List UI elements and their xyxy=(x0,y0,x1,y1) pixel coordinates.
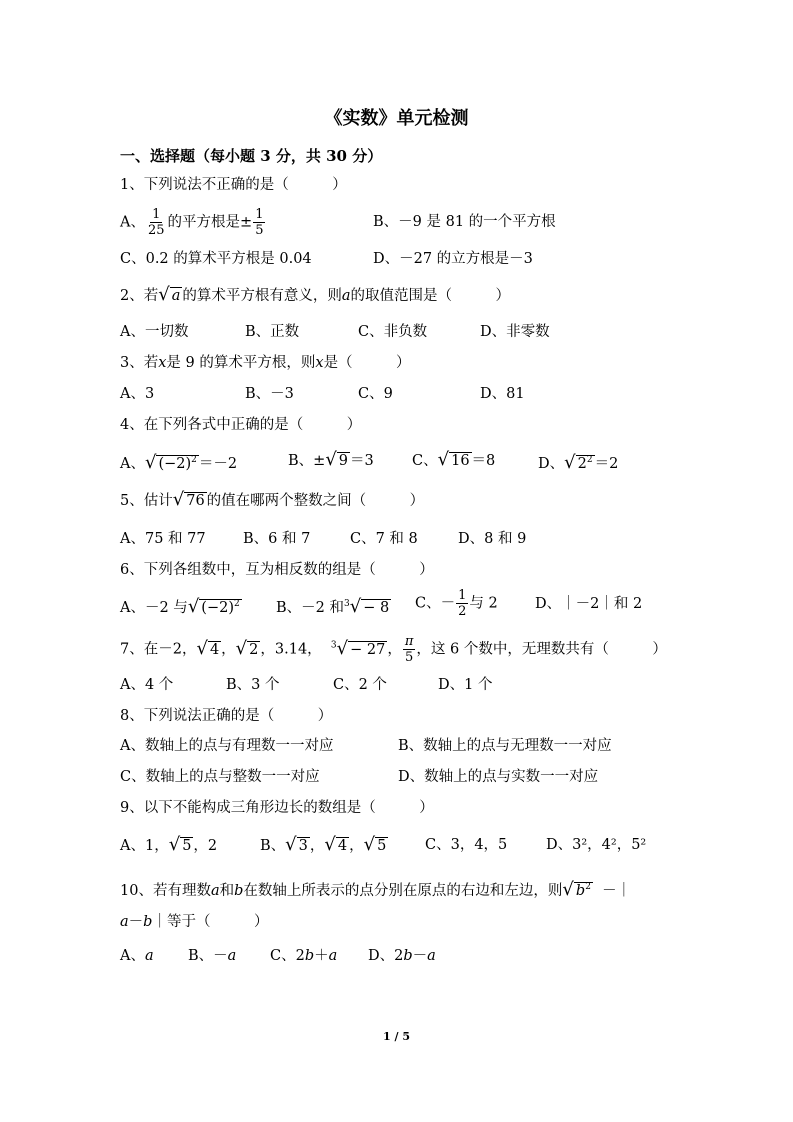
question-7-option-b: B、3 个 xyxy=(226,677,280,693)
question-8-option-a: A、数轴上的点与有理数一一对应 xyxy=(120,738,334,754)
square-root: √ 4 xyxy=(324,834,348,855)
question-5-option-d: D、8 和 9 xyxy=(458,531,527,547)
question-6-option-c: C、－ $\frac{1}{2}$ 与 2 xyxy=(415,588,498,619)
fraction: $\frac{1}{25}$ xyxy=(147,207,165,238)
question-7-option-d: D、1 个 xyxy=(438,677,493,693)
question-6-option-a: A、－2 与√ $(-2)^2$ xyxy=(120,595,240,617)
fraction: $\frac{1}{2}$ xyxy=(458,588,467,619)
question-6-stem: 6、下列各组数中，互为相反数的组是（ ） xyxy=(120,562,434,578)
question-1-option-a: A、 $\frac{1}{25}$ 的平方根是± $\frac{1}{5}$ xyxy=(120,207,264,238)
question-6-option-b: B、－2 和$^3$√ − 8 xyxy=(276,595,390,617)
question-4-stem: 4、在下列各式中正确的是（ ） xyxy=(120,417,362,433)
question-7-stem: 7、在－2，√ 4 ，√ 2 ，3.14， $^3$√ − 27 ， $\frac{\pi}{5}$ ，这 6 个数中，无理数共有（ ） xyxy=(120,634,667,665)
question-10-stem-continued: a－b｜等于（ ） xyxy=(120,914,269,930)
question-1-stem: 1、下列说法不正确的是（ ） xyxy=(120,177,347,193)
question-7-option-a: A、4 个 xyxy=(120,677,174,693)
question-3-option-a: A、3 xyxy=(120,386,155,402)
square-root: √ 3 xyxy=(285,834,308,855)
question-10-option-c: C、2b＋a xyxy=(270,948,338,964)
question-2-option-d: D、非零数 xyxy=(480,324,550,340)
square-root: √ $b^2$ xyxy=(562,878,591,900)
fraction: $\frac{\pi}{5}$ xyxy=(404,634,414,665)
question-8-option-b: B、数轴上的点与无理数一一对应 xyxy=(398,738,612,754)
question-8-option-c: C、数轴上的点与整数一一对应 xyxy=(120,769,320,785)
question-3-stem: 3、若x是 9 的算术平方根，则x是（ ） xyxy=(120,355,411,371)
section-heading: 一、选择题（每小题 3 分，共 30 分） xyxy=(120,147,383,165)
question-9-stem: 9、以下不能构成三角形边长的数组是（ ） xyxy=(120,800,434,816)
page-title: 《实数》单元检测 xyxy=(324,108,469,129)
question-3-option-b: B、－3 xyxy=(245,386,294,402)
question-6-option-d: D、｜－2｜和 2 xyxy=(535,596,643,612)
square-root: √ $(-2)^2$ xyxy=(187,595,240,617)
question-1-option-b: B、－9 是 81 的一个平方根 xyxy=(373,214,556,230)
cube-root: √ − 27 xyxy=(336,637,386,659)
question-9-option-c: C、3，4，5 xyxy=(425,837,508,853)
square-root: √ 2 xyxy=(235,637,259,659)
square-root: √ 5 xyxy=(168,834,192,855)
question-4-option-c: C、√ 16 ＝8 xyxy=(412,449,496,470)
question-4-option-a: A、√ $(-2)^2 =-2$ xyxy=(120,451,238,473)
question-3-option-c: C、9 xyxy=(358,386,393,402)
question-10-option-a: A、a xyxy=(120,948,154,964)
question-3-option-d: D、81 xyxy=(480,386,525,402)
page-number: 1 / 5 xyxy=(383,1030,410,1043)
cube-root: √ − 8 xyxy=(349,595,390,617)
question-4-option-d: D、√ $2^2 =2$ xyxy=(538,451,619,473)
question-8-stem: 8、下列说法正确的是（ ） xyxy=(120,708,333,724)
question-9-option-a: A、1，√ 5 ，2 xyxy=(120,834,218,855)
fraction: $\frac{1}{5}$ xyxy=(255,207,264,238)
square-root: √ 4 xyxy=(196,637,220,659)
question-7-option-c: C、2 个 xyxy=(333,677,387,693)
question-5-stem: 5、估计√ 76 的值在哪两个整数之间（ ） xyxy=(120,489,425,510)
square-root: √ 76 xyxy=(172,489,205,510)
question-10-option-b: B、－a xyxy=(188,948,237,964)
question-4-option-b: B、±√ 9 ＝3 xyxy=(288,449,374,470)
square-root: √ 9 xyxy=(325,449,349,470)
square-root: √ a xyxy=(158,284,181,305)
question-5-option-b: B、6 和 7 xyxy=(243,531,311,547)
question-2-option-c: C、非负数 xyxy=(358,324,428,340)
question-2-option-b: B、正数 xyxy=(245,324,300,340)
square-root: √ 16 xyxy=(437,449,470,470)
question-8-option-d: D、数轴上的点与实数一一对应 xyxy=(398,769,599,785)
square-root: √ 5 xyxy=(363,834,387,855)
question-5-option-c: C、7 和 8 xyxy=(350,531,418,547)
question-5-option-a: A、75 和 77 xyxy=(120,531,206,547)
square-root: √ $(-2)^2$ xyxy=(144,451,197,473)
question-9-option-d: D、3²，4²，5² xyxy=(546,837,647,853)
question-1-option-c: C、0.2 的算术平方根是 0.04 xyxy=(120,251,312,267)
question-2-stem: 2、若√ a 的算术平方根有意义，则a的取值范围是（ ） xyxy=(120,284,511,305)
question-10-stem: 10、若有理数a和b在数轴上所表示的点分别在原点的右边和左边，则√ $b^2$ －｜ xyxy=(120,878,632,900)
square-root: √ $2^2$ xyxy=(564,451,593,473)
question-1-option-d: D、－27 的立方根是－3 xyxy=(373,251,533,267)
question-9-option-b: B、√ 3 ，√ 4 ，√ 5 xyxy=(260,834,387,855)
question-10-option-d: D、2b－a xyxy=(368,948,436,964)
question-2-option-a: A、一切数 xyxy=(120,324,189,340)
